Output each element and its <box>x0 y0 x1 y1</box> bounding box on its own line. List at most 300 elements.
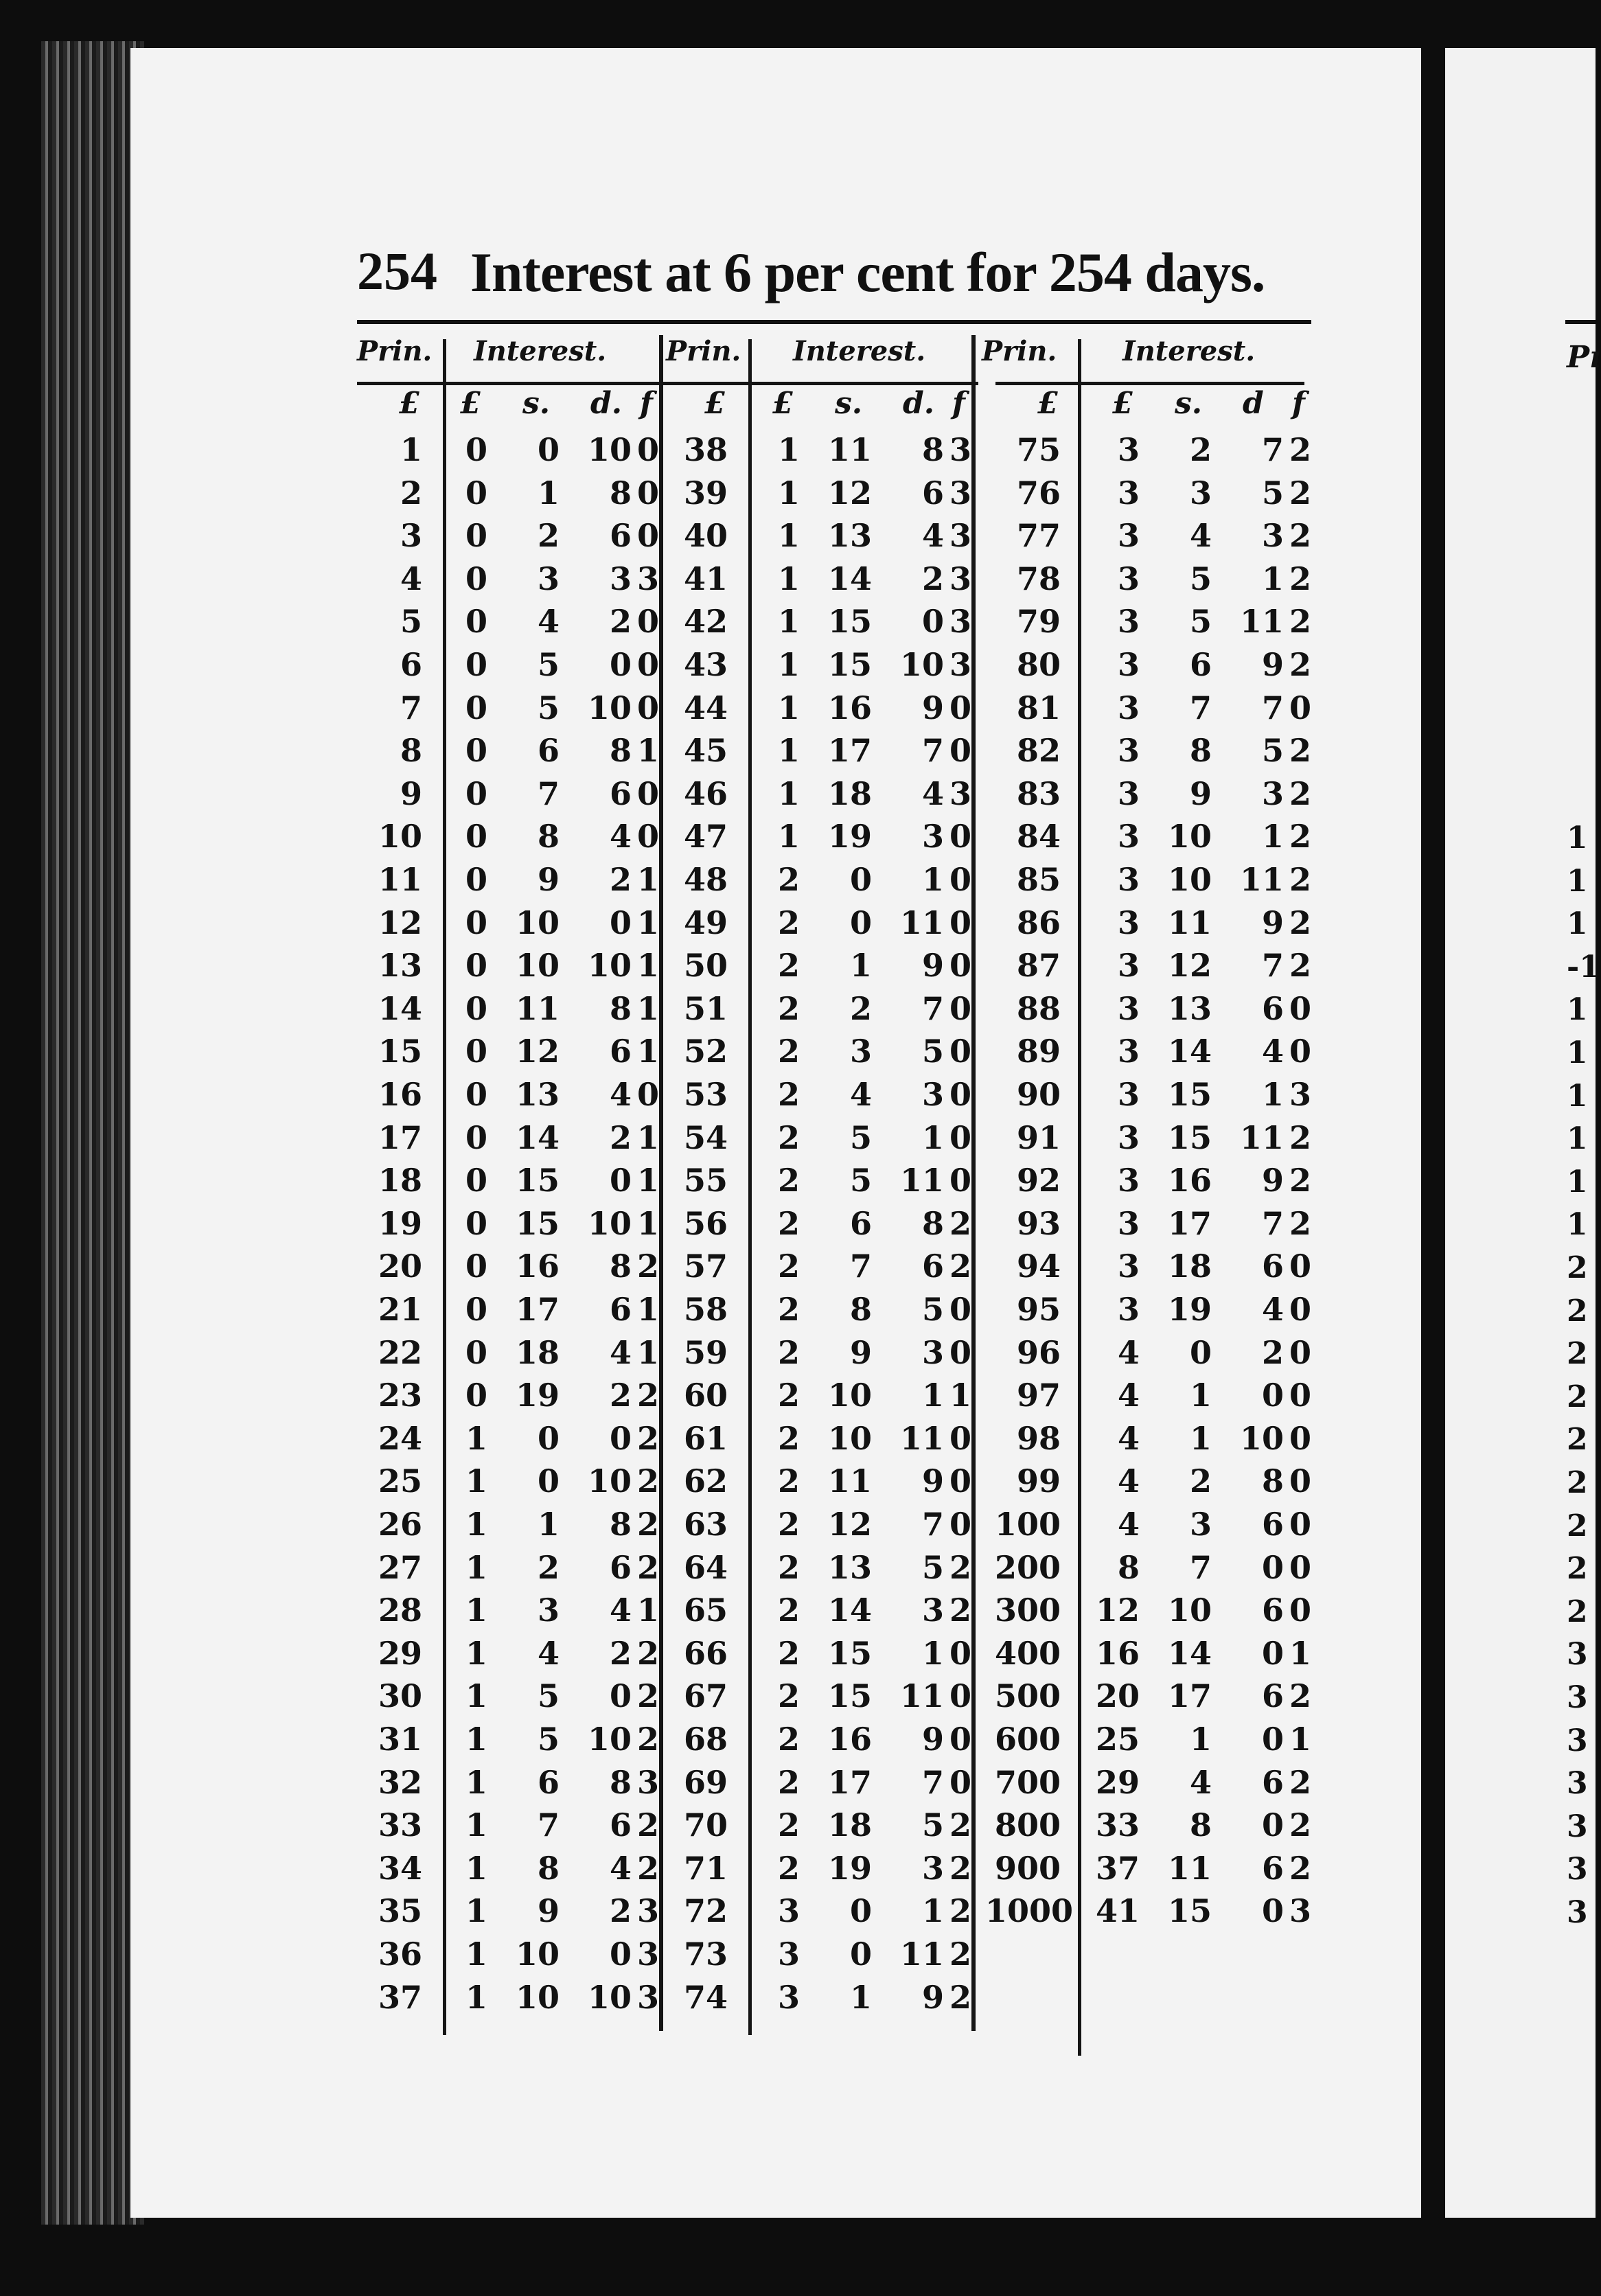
principal-cell: 57 <box>683 1248 728 1285</box>
farthings-cell: 3 <box>636 560 659 597</box>
pounds-cell: 2 <box>777 1677 800 1715</box>
shillings-cell: 6 <box>537 732 560 770</box>
principal-cell: 18 <box>378 1162 422 1199</box>
pence-cell: 1 <box>921 1377 944 1414</box>
farthings-cell: 1 <box>636 1204 659 1242</box>
shillings-cell: 5 <box>849 1118 872 1156</box>
pence-cell: 10 <box>1239 1419 1284 1457</box>
pounds-cell: 1 <box>777 689 800 726</box>
principal-cell: 200 <box>994 1548 1061 1586</box>
shillings-cell: 15 <box>827 1634 872 1672</box>
book-spine <box>41 41 144 2225</box>
pence-cell: 0 <box>609 646 632 683</box>
pence-cell: 5 <box>921 1806 944 1844</box>
farthings-cell: 2 <box>636 1548 659 1586</box>
principal-cell: 66 <box>683 1634 728 1672</box>
farthings-cell: 0 <box>949 1721 971 1758</box>
pounds-cell: 3 <box>1117 431 1140 468</box>
principal-cell: 73 <box>683 1936 728 1973</box>
principal-cell: 44 <box>683 689 728 726</box>
block-rule <box>971 335 976 2031</box>
pounds-cell: 0 <box>465 947 487 985</box>
pence-cell: 7 <box>1261 1204 1284 1242</box>
principal-cell: 50 <box>683 947 728 985</box>
principal-cell: 94 <box>1016 1248 1061 1285</box>
principal-cell: 91 <box>1016 1118 1061 1156</box>
pounds-cell: 0 <box>465 603 487 641</box>
farthings-cell: 2 <box>949 1248 971 1285</box>
shillings-cell: 2 <box>1189 1462 1212 1500</box>
pounds-cell: 2 <box>777 1763 800 1801</box>
farthings-cell: 2 <box>1289 861 1311 898</box>
shillings-cell: 12 <box>1167 947 1212 985</box>
pence-cell: 4 <box>921 517 944 555</box>
principal-cell: 16 <box>378 1076 422 1113</box>
principal-cell: 46 <box>683 774 728 812</box>
pounds-cell: 2 <box>777 1849 800 1887</box>
pounds-cell: 0 <box>465 861 487 898</box>
farthings-cell: 0 <box>1289 1462 1311 1500</box>
pounds-cell: 3 <box>1117 732 1140 770</box>
pence-cell: 2 <box>609 861 632 898</box>
shillings-cell: 10 <box>515 904 560 941</box>
principal-cell: 87 <box>1016 947 1061 985</box>
principal-cell: 3 <box>400 517 422 555</box>
pence-cell: 9 <box>1261 1162 1284 1199</box>
principal-cell: 68 <box>683 1721 728 1758</box>
principal-cell: 31 <box>378 1721 422 1758</box>
shillings-cell: 15 <box>515 1204 560 1242</box>
pence-cell: 5 <box>1261 474 1284 512</box>
shillings-cell: 11 <box>1167 904 1212 941</box>
principal-cell: 900 <box>994 1849 1061 1887</box>
farthings-cell: 0 <box>1289 989 1311 1027</box>
shillings-cell: 11 <box>827 1462 872 1500</box>
pounds-cell: 1 <box>465 1548 487 1586</box>
farthings-cell: 2 <box>636 1377 659 1414</box>
pence-cell: 11 <box>1239 603 1284 641</box>
farthings-cell: 1 <box>636 1033 659 1070</box>
shillings-cell: 4 <box>1189 1763 1212 1801</box>
facing-row-fragment: 3 <box>1567 1809 1588 1844</box>
farthings-cell: 0 <box>636 818 659 856</box>
facing-row-fragment: 1 <box>1567 820 1588 856</box>
shillings-cell: 4 <box>537 1634 560 1672</box>
pounds-cell: 20 <box>1095 1677 1140 1715</box>
unit-farthing-header: f <box>640 386 653 421</box>
shillings-cell: 15 <box>1167 1076 1212 1113</box>
shillings-cell: 10 <box>1167 818 1212 856</box>
pence-cell: 7 <box>1261 689 1284 726</box>
shillings-cell: 15 <box>827 1677 872 1715</box>
principal-cell: 100 <box>994 1506 1061 1543</box>
principal-cell: 89 <box>1016 1033 1061 1070</box>
pence-cell: 6 <box>1261 1677 1284 1715</box>
principal-cell: 88 <box>1016 989 1061 1027</box>
facing-row-fragment: 2 <box>1567 1293 1588 1329</box>
principal-cell: 9 <box>400 774 422 812</box>
shillings-cell: 0 <box>537 431 560 468</box>
shillings-cell: 1 <box>1189 1721 1212 1758</box>
pence-cell: 3 <box>921 1076 944 1113</box>
pence-cell: 11 <box>1239 861 1284 898</box>
unit-pound-header: £ <box>460 386 481 421</box>
farthings-cell: 1 <box>949 1377 971 1414</box>
farthings-cell: 3 <box>636 1978 659 2016</box>
pounds-cell: 33 <box>1095 1806 1140 1844</box>
principal-cell: 62 <box>683 1462 728 1500</box>
pounds-cell: 1 <box>777 517 800 555</box>
pounds-cell: 3 <box>1117 689 1140 726</box>
pounds-cell: 2 <box>777 1721 800 1758</box>
farthings-cell: 0 <box>636 474 659 512</box>
farthings-cell: 1 <box>636 947 659 985</box>
principal-cell: 75 <box>1016 431 1061 468</box>
shillings-cell: 10 <box>827 1377 872 1414</box>
pounds-cell: 1 <box>777 732 800 770</box>
shillings-cell: 17 <box>1167 1204 1212 1242</box>
pounds-cell: 2 <box>777 904 800 941</box>
principal-cell: 56 <box>683 1204 728 1242</box>
farthings-cell: 3 <box>949 603 971 641</box>
shillings-cell: 17 <box>515 1291 560 1328</box>
farthings-cell: 0 <box>636 1076 659 1113</box>
principal-cell: 12 <box>378 904 422 941</box>
principal-cell: 72 <box>683 1892 728 1930</box>
pence-cell: 10 <box>587 1204 632 1242</box>
page-header <box>357 233 1318 316</box>
pounds-cell: 1 <box>777 603 800 641</box>
pence-cell: 7 <box>1261 431 1284 468</box>
principal-cell: 54 <box>683 1118 728 1156</box>
farthings-cell: 0 <box>636 603 659 641</box>
pence-cell: 0 <box>1261 1806 1284 1844</box>
principal-cell: 42 <box>683 603 728 641</box>
farthings-cell: 3 <box>949 517 971 555</box>
principal-cell: 20 <box>378 1248 422 1285</box>
pounds-cell: 0 <box>465 474 487 512</box>
pence-cell: 7 <box>921 732 944 770</box>
farthings-cell: 2 <box>1289 732 1311 770</box>
pence-cell: 5 <box>921 1548 944 1586</box>
farthings-cell: 2 <box>1289 603 1311 641</box>
pounds-cell: 0 <box>465 517 487 555</box>
pounds-cell: 3 <box>1117 1118 1140 1156</box>
principal-cell: 1 <box>400 431 422 468</box>
farthings-cell: 0 <box>636 517 659 555</box>
principal-cell: 22 <box>378 1333 422 1371</box>
pence-cell: 1 <box>1261 1076 1284 1113</box>
pounds-cell: 41 <box>1095 1892 1140 1930</box>
farthings-cell: 1 <box>636 1118 659 1156</box>
farthings-cell: 1 <box>636 861 659 898</box>
pence-cell: 1 <box>1261 818 1284 856</box>
pence-cell: 6 <box>1261 1763 1284 1801</box>
farthings-cell: 1 <box>636 989 659 1027</box>
pence-cell: 6 <box>1261 1592 1284 1629</box>
farthings-cell: 2 <box>1289 474 1311 512</box>
pounds-cell: 3 <box>1117 774 1140 812</box>
facing-row-fragment: 1 <box>1567 1121 1588 1157</box>
shillings-cell: 19 <box>827 818 872 856</box>
pounds-cell: 3 <box>1117 1162 1140 1199</box>
pounds-cell: 1 <box>777 818 800 856</box>
farthings-cell: 1 <box>636 732 659 770</box>
farthings-cell: 3 <box>949 560 971 597</box>
farthings-cell: 2 <box>636 1634 659 1672</box>
farthings-cell: 3 <box>1289 1076 1311 1113</box>
pounds-cell: 3 <box>1117 1291 1140 1328</box>
shillings-cell: 14 <box>1167 1634 1212 1672</box>
farthings-cell: 0 <box>949 861 971 898</box>
pence-cell: 7 <box>921 1763 944 1801</box>
farthings-cell: 0 <box>1289 1592 1311 1629</box>
pounds-cell: 25 <box>1095 1721 1140 1758</box>
farthings-cell: 1 <box>636 1162 659 1199</box>
shillings-cell: 9 <box>537 861 560 898</box>
facing-prin-header-fragment: Pı <box>1567 340 1601 375</box>
shillings-cell: 1 <box>1189 1419 1212 1457</box>
pence-cell: 1 <box>921 861 944 898</box>
principal-cell: 51 <box>683 989 728 1027</box>
shillings-cell: 1 <box>849 947 872 985</box>
facing-row-fragment: 2 <box>1567 1551 1588 1587</box>
principal-cell: 76 <box>1016 474 1061 512</box>
facing-row-fragment: 2 <box>1567 1508 1588 1543</box>
pounds-cell: 0 <box>465 1162 487 1199</box>
shillings-cell: 7 <box>849 1248 872 1285</box>
pence-cell: 2 <box>609 1892 632 1930</box>
pounds-cell: 1 <box>465 1806 487 1844</box>
shillings-cell: 2 <box>537 517 560 555</box>
principal-cell: 49 <box>683 904 728 941</box>
principal-cell: 6 <box>400 646 422 683</box>
pounds-cell: 3 <box>777 1936 800 1973</box>
farthings-cell: 1 <box>636 904 659 941</box>
principal-cell: 30 <box>378 1677 422 1715</box>
pounds-cell: 1 <box>465 1763 487 1801</box>
unit-pence-header: d. <box>903 386 935 421</box>
farthings-cell: 2 <box>636 1721 659 1758</box>
unit-pound-header: £ <box>1037 386 1059 421</box>
pence-cell: 0 <box>1261 1634 1284 1672</box>
pence-cell: 9 <box>921 1462 944 1500</box>
pence-cell: 3 <box>921 818 944 856</box>
pence-cell: 10 <box>587 1978 632 2016</box>
pounds-cell: 2 <box>777 1592 800 1629</box>
shillings-cell: 10 <box>1167 1592 1212 1629</box>
pence-cell: 6 <box>609 1291 632 1328</box>
pence-cell: 6 <box>1261 1248 1284 1285</box>
pence-cell: 8 <box>609 1248 632 1285</box>
pence-cell: 11 <box>1239 1118 1284 1156</box>
pounds-cell: 0 <box>465 1076 487 1113</box>
principal-cell: 65 <box>683 1592 728 1629</box>
farthings-cell: 0 <box>1289 1333 1311 1371</box>
principal-cell: 32 <box>378 1763 422 1801</box>
farthings-cell: 2 <box>1289 517 1311 555</box>
pence-cell: 8 <box>609 1763 632 1801</box>
pence-cell: 8 <box>1261 1462 1284 1500</box>
prin-header: Prin. <box>982 335 1057 367</box>
principal-cell: 47 <box>683 818 728 856</box>
farthings-cell: 3 <box>636 1763 659 1801</box>
shillings-cell: 16 <box>827 1721 872 1758</box>
shillings-cell: 8 <box>537 818 560 856</box>
farthings-cell: 3 <box>949 474 971 512</box>
pence-cell: 11 <box>899 1677 944 1715</box>
principal-cell: 83 <box>1016 774 1061 812</box>
principal-cell: 36 <box>378 1936 422 1973</box>
shillings-cell: 11 <box>1167 1849 1212 1887</box>
pounds-cell: 1 <box>777 560 800 597</box>
farthings-cell: 0 <box>1289 689 1311 726</box>
pounds-cell: 0 <box>465 818 487 856</box>
pounds-cell: 1 <box>465 1634 487 1672</box>
pounds-cell: 0 <box>465 989 487 1027</box>
pounds-cell: 2 <box>777 1162 800 1199</box>
pounds-cell: 2 <box>777 1291 800 1328</box>
farthings-cell: 0 <box>949 1634 971 1672</box>
farthings-cell: 0 <box>949 947 971 985</box>
pence-cell: 9 <box>1261 904 1284 941</box>
farthings-cell: 3 <box>1289 1892 1311 1930</box>
pounds-cell: 0 <box>465 431 487 468</box>
shillings-cell: 11 <box>827 431 872 468</box>
facing-row-fragment: -1 <box>1567 949 1600 985</box>
pounds-cell: 3 <box>1117 861 1140 898</box>
facing-row-fragment: 1 <box>1567 1207 1588 1243</box>
pounds-cell: 3 <box>1117 1248 1140 1285</box>
pence-cell: 11 <box>899 1162 944 1199</box>
shillings-cell: 11 <box>515 989 560 1027</box>
shillings-cell: 4 <box>537 603 560 641</box>
pounds-cell: 2 <box>777 1076 800 1113</box>
pence-cell: 1 <box>921 1118 944 1156</box>
pence-cell: 3 <box>609 560 632 597</box>
pence-cell: 5 <box>921 1033 944 1070</box>
pence-cell: 3 <box>921 1592 944 1629</box>
facing-row-fragment: 2 <box>1567 1336 1588 1372</box>
pence-cell: 6 <box>609 774 632 812</box>
shillings-cell: 3 <box>1189 474 1212 512</box>
pounds-cell: 3 <box>777 1892 800 1930</box>
farthings-cell: 2 <box>949 1204 971 1242</box>
farthings-cell: 0 <box>949 1462 971 1500</box>
facing-row-fragment: 3 <box>1567 1895 1588 1930</box>
shillings-cell: 4 <box>1189 517 1212 555</box>
shillings-cell: 5 <box>1189 603 1212 641</box>
pounds-cell: 1 <box>465 1892 487 1930</box>
farthings-cell: 3 <box>949 431 971 468</box>
pounds-cell: 2 <box>777 1634 800 1672</box>
pounds-cell: 1 <box>465 1506 487 1543</box>
shillings-cell: 0 <box>537 1462 560 1500</box>
pence-cell: 4 <box>609 1592 632 1629</box>
shillings-cell: 7 <box>537 774 560 812</box>
principal-cell: 500 <box>994 1677 1061 1715</box>
principal-cell: 61 <box>683 1419 728 1457</box>
facing-row-fragment: 3 <box>1567 1852 1588 1887</box>
shillings-cell: 16 <box>827 689 872 726</box>
pence-cell: 9 <box>921 947 944 985</box>
page-number: 254 <box>357 241 437 301</box>
principal-cell: 55 <box>683 1162 728 1199</box>
shillings-cell: 7 <box>1189 689 1212 726</box>
principal-cell: 41 <box>683 560 728 597</box>
facing-row-fragment: 2 <box>1567 1465 1588 1500</box>
pounds-cell: 2 <box>777 1419 800 1457</box>
principal-cell: 43 <box>683 646 728 683</box>
farthings-cell: 0 <box>949 1162 971 1199</box>
pounds-cell: 1 <box>465 1721 487 1758</box>
facing-row-fragment: 1 <box>1567 1078 1588 1114</box>
pounds-cell: 0 <box>465 774 487 812</box>
farthings-cell: 1 <box>636 1592 659 1629</box>
shillings-cell: 5 <box>537 646 560 683</box>
shillings-cell: 10 <box>1167 861 1212 898</box>
farthings-cell: 2 <box>949 1936 971 1973</box>
pence-cell: 4 <box>921 774 944 812</box>
pence-cell: 10 <box>587 1462 632 1500</box>
principal-cell: 85 <box>1016 861 1061 898</box>
farthings-cell: 0 <box>1289 1248 1311 1285</box>
facing-row-fragment: 3 <box>1567 1680 1588 1715</box>
pence-cell: 8 <box>921 1204 944 1242</box>
farthings-cell: 2 <box>1289 1204 1311 1242</box>
farthings-cell: 0 <box>949 1419 971 1457</box>
unit-shilling-header: s. <box>522 386 551 421</box>
shillings-cell: 10 <box>515 1936 560 1973</box>
shillings-cell: 8 <box>1189 1806 1212 1844</box>
shillings-cell: 17 <box>1167 1677 1212 1715</box>
shillings-cell: 9 <box>1189 774 1212 812</box>
pounds-cell: 0 <box>465 1291 487 1328</box>
pounds-cell: 1 <box>465 1978 487 2016</box>
pounds-cell: 3 <box>1117 603 1140 641</box>
shillings-cell: 19 <box>827 1849 872 1887</box>
unit-shilling-header: s. <box>1175 386 1203 421</box>
pounds-cell: 3 <box>1117 1033 1140 1070</box>
farthings-cell: 2 <box>636 1806 659 1844</box>
page-title: Interest at 6 per cent for 254 days. <box>470 241 1265 303</box>
principal-cell: 98 <box>1016 1419 1061 1457</box>
shillings-cell: 5 <box>849 1162 872 1199</box>
farthings-cell: 0 <box>1289 1291 1311 1328</box>
pence-cell: 2 <box>609 1634 632 1672</box>
principal-cell: 8 <box>400 732 422 770</box>
pence-cell: 11 <box>899 1936 944 1973</box>
principal-cell: 600 <box>994 1721 1061 1758</box>
header-rule <box>357 320 1311 324</box>
principal-cell: 74 <box>683 1978 728 2016</box>
shillings-cell: 2 <box>1189 431 1212 468</box>
shillings-cell: 18 <box>515 1333 560 1371</box>
shillings-cell: 15 <box>1167 1892 1212 1930</box>
shillings-cell: 0 <box>849 861 872 898</box>
interest-header: Interest. <box>474 335 607 367</box>
pence-cell: 0 <box>1261 1548 1284 1586</box>
pounds-cell: 2 <box>777 861 800 898</box>
farthings-cell: 0 <box>636 646 659 683</box>
shillings-cell: 6 <box>537 1763 560 1801</box>
shillings-cell: 1 <box>537 474 560 512</box>
pence-cell: 5 <box>1261 732 1284 770</box>
shillings-cell: 17 <box>827 732 872 770</box>
pounds-cell: 2 <box>777 1118 800 1156</box>
pounds-cell: 3 <box>1117 474 1140 512</box>
pounds-cell: 0 <box>465 1118 487 1156</box>
